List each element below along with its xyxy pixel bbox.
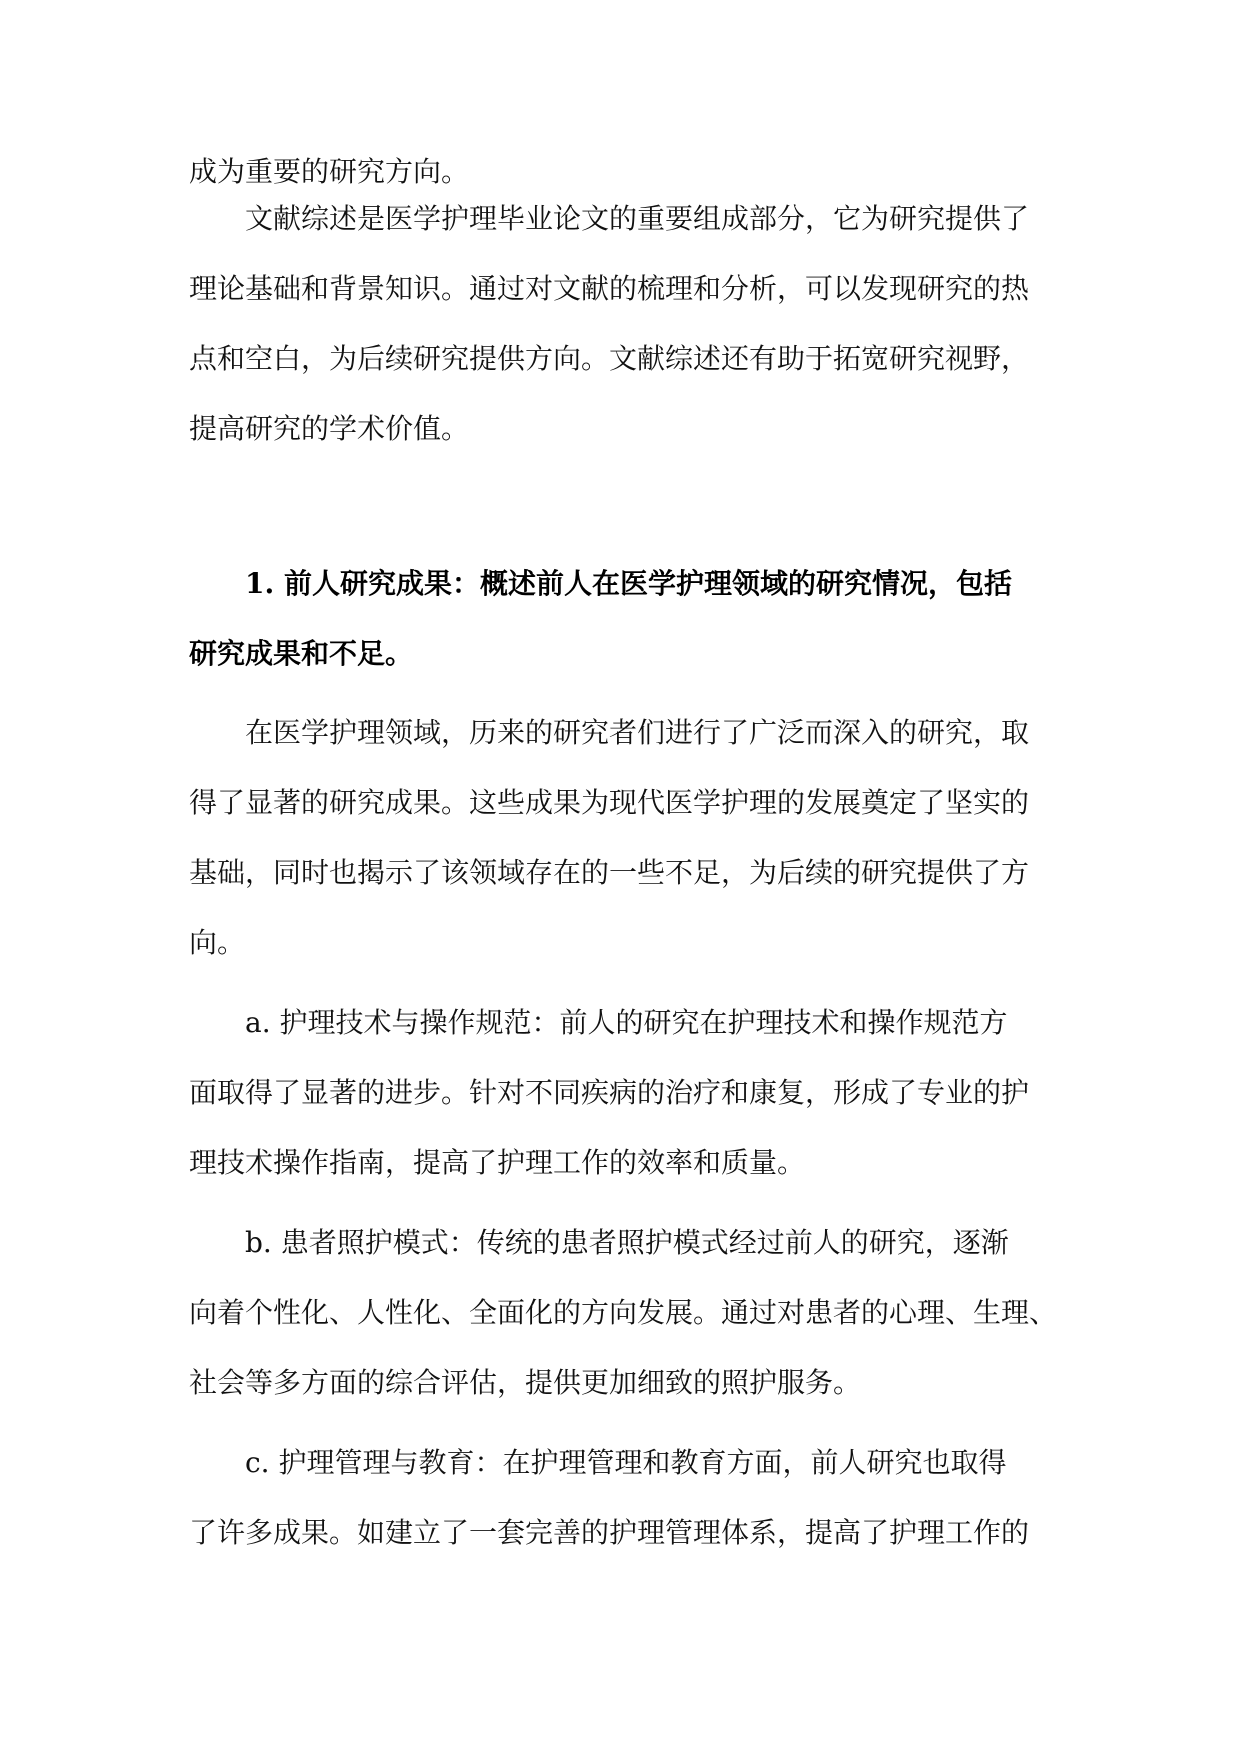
paragraph-line: 得了显著的研究成果。这些成果为现代医学护理的发展奠定了坚实的 (189, 786, 1030, 819)
paragraph-line: 基础，同时也揭示了该领域存在的一些不足，为后续的研究提供了方 (189, 856, 1030, 889)
paragraph-line: 点和空白，为后续研究提供方向。文献综述还有助于拓宽研究视野， (189, 342, 1030, 375)
list-item-line: a. 护理技术与操作规范：前人的研究在护理技术和操作规范方 (245, 1006, 1008, 1039)
paragraph-line: 文献综述是医学护理毕业论文的重要组成部分，它为研究提供了 (245, 202, 1030, 235)
list-item-line: c. 护理管理与教育：在护理管理和教育方面，前人研究也取得 (245, 1446, 1007, 1479)
paragraph-line: 在医学护理领域，历来的研究者们进行了广泛而深入的研究，取 (245, 716, 1030, 749)
section-heading: 1. 前人研究成果：概述前人在医学护理领域的研究情况，包括 (245, 567, 1012, 600)
list-item-line: 面取得了显著的进步。针对不同疾病的治疗和康复，形成了专业的护 (189, 1076, 1030, 1109)
list-item-line: b. 患者照护模式：传统的患者照护模式经过前人的研究，逐渐 (245, 1226, 1009, 1259)
section-heading: 研究成果和不足。 (189, 637, 414, 670)
text-line: 成为重要的研究方向。 (189, 155, 470, 188)
paragraph-line: 理论基础和背景知识。通过对文献的梳理和分析，可以发现研究的热 (189, 272, 1030, 305)
list-item-line: 社会等多方面的综合评估，提供更加细致的照护服务。 (189, 1366, 862, 1399)
list-item-line: 向着个性化、人性化、全面化的方向发展。通过对患者的心理、生理、 (189, 1296, 1058, 1329)
paragraph-line: 向。 (189, 926, 246, 959)
list-item-line: 理技术操作指南，提高了护理工作的效率和质量。 (189, 1146, 806, 1179)
list-item-line: 了许多成果。如建立了一套完善的护理管理体系，提高了护理工作的 (189, 1516, 1030, 1549)
paragraph-line: 提高研究的学术价值。 (189, 412, 470, 445)
